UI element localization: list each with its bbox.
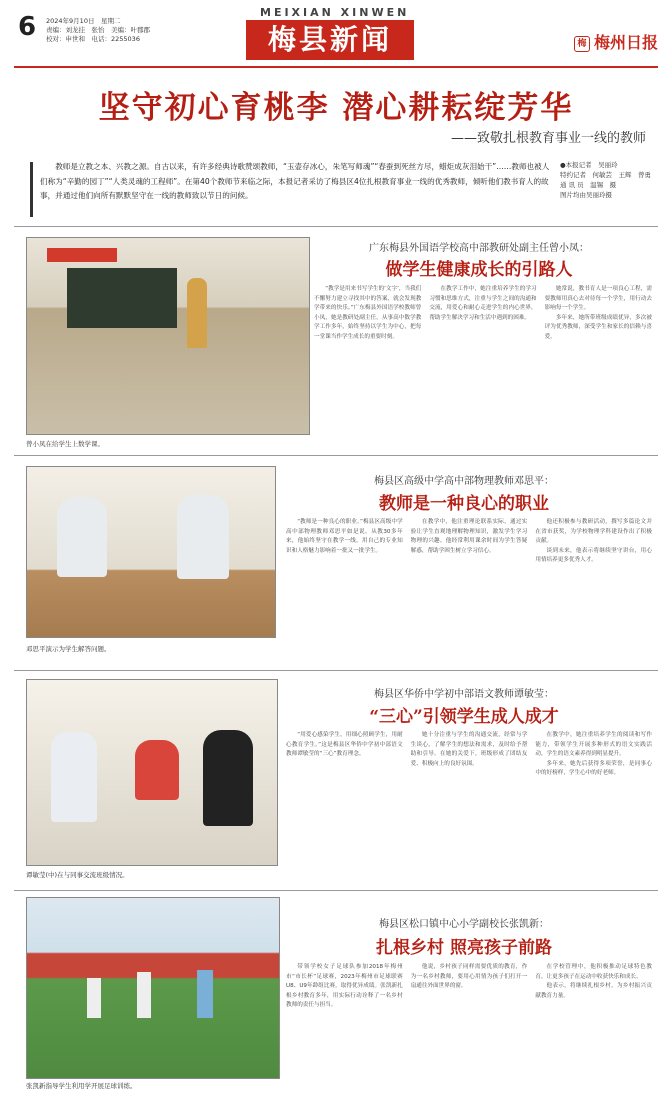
photo-caption: 曾小凤在给学生上数学课。 (26, 440, 104, 448)
paper-logo-text: 梅州日报 (593, 33, 658, 52)
article-kicker: 广东梅县外国语学校高中部教研处副主任曾小凤： (369, 243, 589, 254)
text-column (286, 963, 403, 1089)
article-photo (26, 897, 280, 1079)
student-figure (57, 497, 107, 577)
student-figure (87, 978, 101, 1018)
paragraph: 多年来，她先后获得多项荣誉，是同事心中的好榜样，学生心中的好老师。 (535, 760, 653, 777)
paragraph: 带领学校女子足球队参加2018年梅州市“市长杯”足球赛，2023年梅州市足球联赛U8、U9年龄组比赛，取得优异成绩。张凯新扎根乡村教育多年，用实际行动诠释了一名乡村教师的责任与担当。 (286, 964, 403, 1009)
article-section (14, 226, 658, 449)
text-column (535, 731, 652, 879)
meta-line: 责编：刘龙挂 张怡 美编：叶郡郡 (46, 26, 150, 34)
paragraph: “教学是用来书写学生的‘文字’，当我们不懈努力建立寻找其中的答案，就会发现教学带来的快乐。”广东梅县外国语学校教师曾小凤，她是教研处副主任，从事高中数学教学工作多年，始终坚持以学生为中心，把每一堂课当作学生成长的重要时刻。 (314, 286, 422, 340)
article-section (14, 670, 658, 886)
student-figure (137, 972, 151, 1018)
divider (30, 162, 33, 217)
paragraph: 在教学工作中，她注重培养学生的学习习惯和思维方式，注重与学生之间的沟通和交流，用爱心和耐心走进学生的内心世界，帮助学生解决学习和生活中遇到的困难。 (429, 286, 537, 321)
article-photo (26, 466, 276, 638)
credit-line: ●本报记者 吴丽玲 (560, 161, 618, 169)
article-kicker: 梅县区松口镇中心小学副校长张凯新： (379, 919, 549, 930)
article-photo (26, 237, 310, 435)
section-name: 梅县新闻 (246, 20, 414, 60)
text-column (411, 731, 528, 879)
teacher-figure (203, 730, 253, 826)
teacher-figure (135, 740, 179, 800)
article-title: “三心”引领学生成人成才 (369, 707, 559, 727)
meta-line: 2024年9月10日 星期二 (46, 17, 121, 25)
paragraph: 在教学中，她注重培养学生的阅读和写作能力，带领学生开展多种形式的语文实践活动，学生的语文素养得到明显提升。 (535, 732, 653, 758)
paragraph: 多年来，她所带班级成绩优异，多次被评为优秀教师，深受学生和家长的信赖与喜爱。 (544, 314, 652, 340)
text-column (286, 518, 403, 658)
paragraph: “教师是一种良心的职业。”梅县区高级中学高中部物理教师邓思平如是说。从教30多年来，他始终坚守在教学一线，用自己的专业知识和人格魅力影响着一批又一批学生。 (286, 519, 403, 554)
intro-paragraph: 教师是立教之本、兴教之源。自古以来，有许多经典诗歌赞颂教师，“玉壶存冰心，朱笔写师魂”“春蚕到死丝方尽，蜡炬成灰泪始干”……教师也被人们称为“辛勤的园丁”“人类灵魂的工程师”。在第40个教师节来临之际，本报记者采访了梅县区4位扎根教育事业一线的优秀教师，倾听他们教书育人的故事，并通过他们向所有默默坚守在一线的教师致以节日的问候。 (40, 162, 550, 200)
paper-logo (574, 30, 658, 53)
article-body (286, 963, 652, 1089)
text-column (286, 731, 403, 879)
paragraph: “用爱心感染学生，用细心照顾学生，用耐心教育学生。”这是梅县区华侨中学初中部语文教师谭敏莹的“三心”教育理念。 (286, 732, 403, 758)
student-figure (197, 970, 213, 1018)
text-column (314, 285, 421, 441)
article-section (14, 455, 658, 666)
photo-caption: 张凯新指导学生利用学开展足球训练。 (26, 1082, 137, 1090)
paragraph: 在教学中，他注重理论联系实际，通过实验让学生直观地理解物理知识，激发学生学习物理的兴趣。他经常利用课余时间为学生答疑解惑，帮助学困生树立学习信心。 (410, 519, 528, 554)
paragraph: 在学校管理中，他积极推动足球特色教育，让更多孩子在运动中收获快乐和成长。 (535, 964, 653, 980)
paragraph: 他还积极参与教研活动，撰写多篇论文并在省市获奖，为学校物理学科建设作出了积极贡献。 (535, 519, 653, 545)
photo-caption: 谭敏莹(中)在与同事交流班级情况。 (26, 871, 129, 879)
page-headline: 坚守初心育桃李 潜心耕耘绽芳华 (98, 90, 574, 126)
page-subhead: ——致敬扎根教育事业一线的教师 (450, 131, 646, 146)
article-title: 做学生健康成长的引路人 (385, 260, 573, 280)
page-meta (46, 17, 150, 44)
teacher-figure (177, 495, 229, 579)
article-body (286, 518, 652, 658)
credit-line: 图片均由吴丽玲摄 (560, 191, 612, 199)
article-title: 扎根乡村 照亮孩子前路 (376, 938, 552, 958)
teacher-figure (187, 278, 207, 348)
photo-caption: 邓思平演示为学生解答问题。 (26, 645, 111, 653)
text-column (429, 285, 536, 441)
divider (14, 66, 658, 68)
article-kicker: 梅县区华侨中学初中部语文教师谭敏莹： (374, 689, 554, 700)
banner (47, 248, 117, 262)
article-photo (26, 679, 278, 866)
paragraph: 谈到未来，他表示将继续坚守讲台，用心用情培养更多优秀人才。 (535, 547, 653, 564)
blackboard (67, 268, 177, 328)
text-column (535, 963, 652, 1089)
text-column (535, 518, 652, 658)
paragraph: 她常说，教书育人是一项良心工程，需要教师用真心去对待每一个学生，用行动去影响每一个学生。 (544, 286, 652, 312)
credit-line: 通 讯 员 温锡 摄 (560, 181, 617, 189)
article-title: 教师是一种良心的职业 (379, 494, 549, 514)
meta-line: 校对：申世和 电话：2255036 (46, 35, 140, 43)
article-body (314, 285, 652, 441)
paragraph: 他表示，将继续扎根乡村，为乡村振兴贡献教育力量。 (535, 983, 653, 999)
teacher-figure (51, 732, 97, 822)
paragraph: 他说，乡村孩子同样需要优质的教育，作为一名乡村教师，要用心用情为孩子们打开一扇通往外面世界的窗。 (410, 964, 528, 990)
text-column (411, 518, 528, 658)
page-number: 6 (18, 12, 37, 42)
seal-icon: 梅 (574, 36, 590, 52)
text-column (545, 285, 652, 441)
article-kicker: 梅县区高级中学高中部物理教师邓思平： (374, 476, 554, 487)
text-column (411, 963, 528, 1089)
credits (560, 160, 660, 200)
masthead (0, 0, 672, 70)
article-body (286, 731, 652, 879)
credit-line: 特约记者 何敏芸 王辉 曾勇 (560, 171, 651, 179)
paragraph: 她十分注重与学生的沟通交流，经常与学生谈心，了解学生的想法和需求，及时给予帮助和引导。在她的关爱下，班级形成了团结友爱、积极向上的良好氛围。 (410, 732, 528, 767)
latin-section-title: MEIXIAN XINWEN (260, 6, 410, 19)
article-section (14, 890, 658, 1096)
